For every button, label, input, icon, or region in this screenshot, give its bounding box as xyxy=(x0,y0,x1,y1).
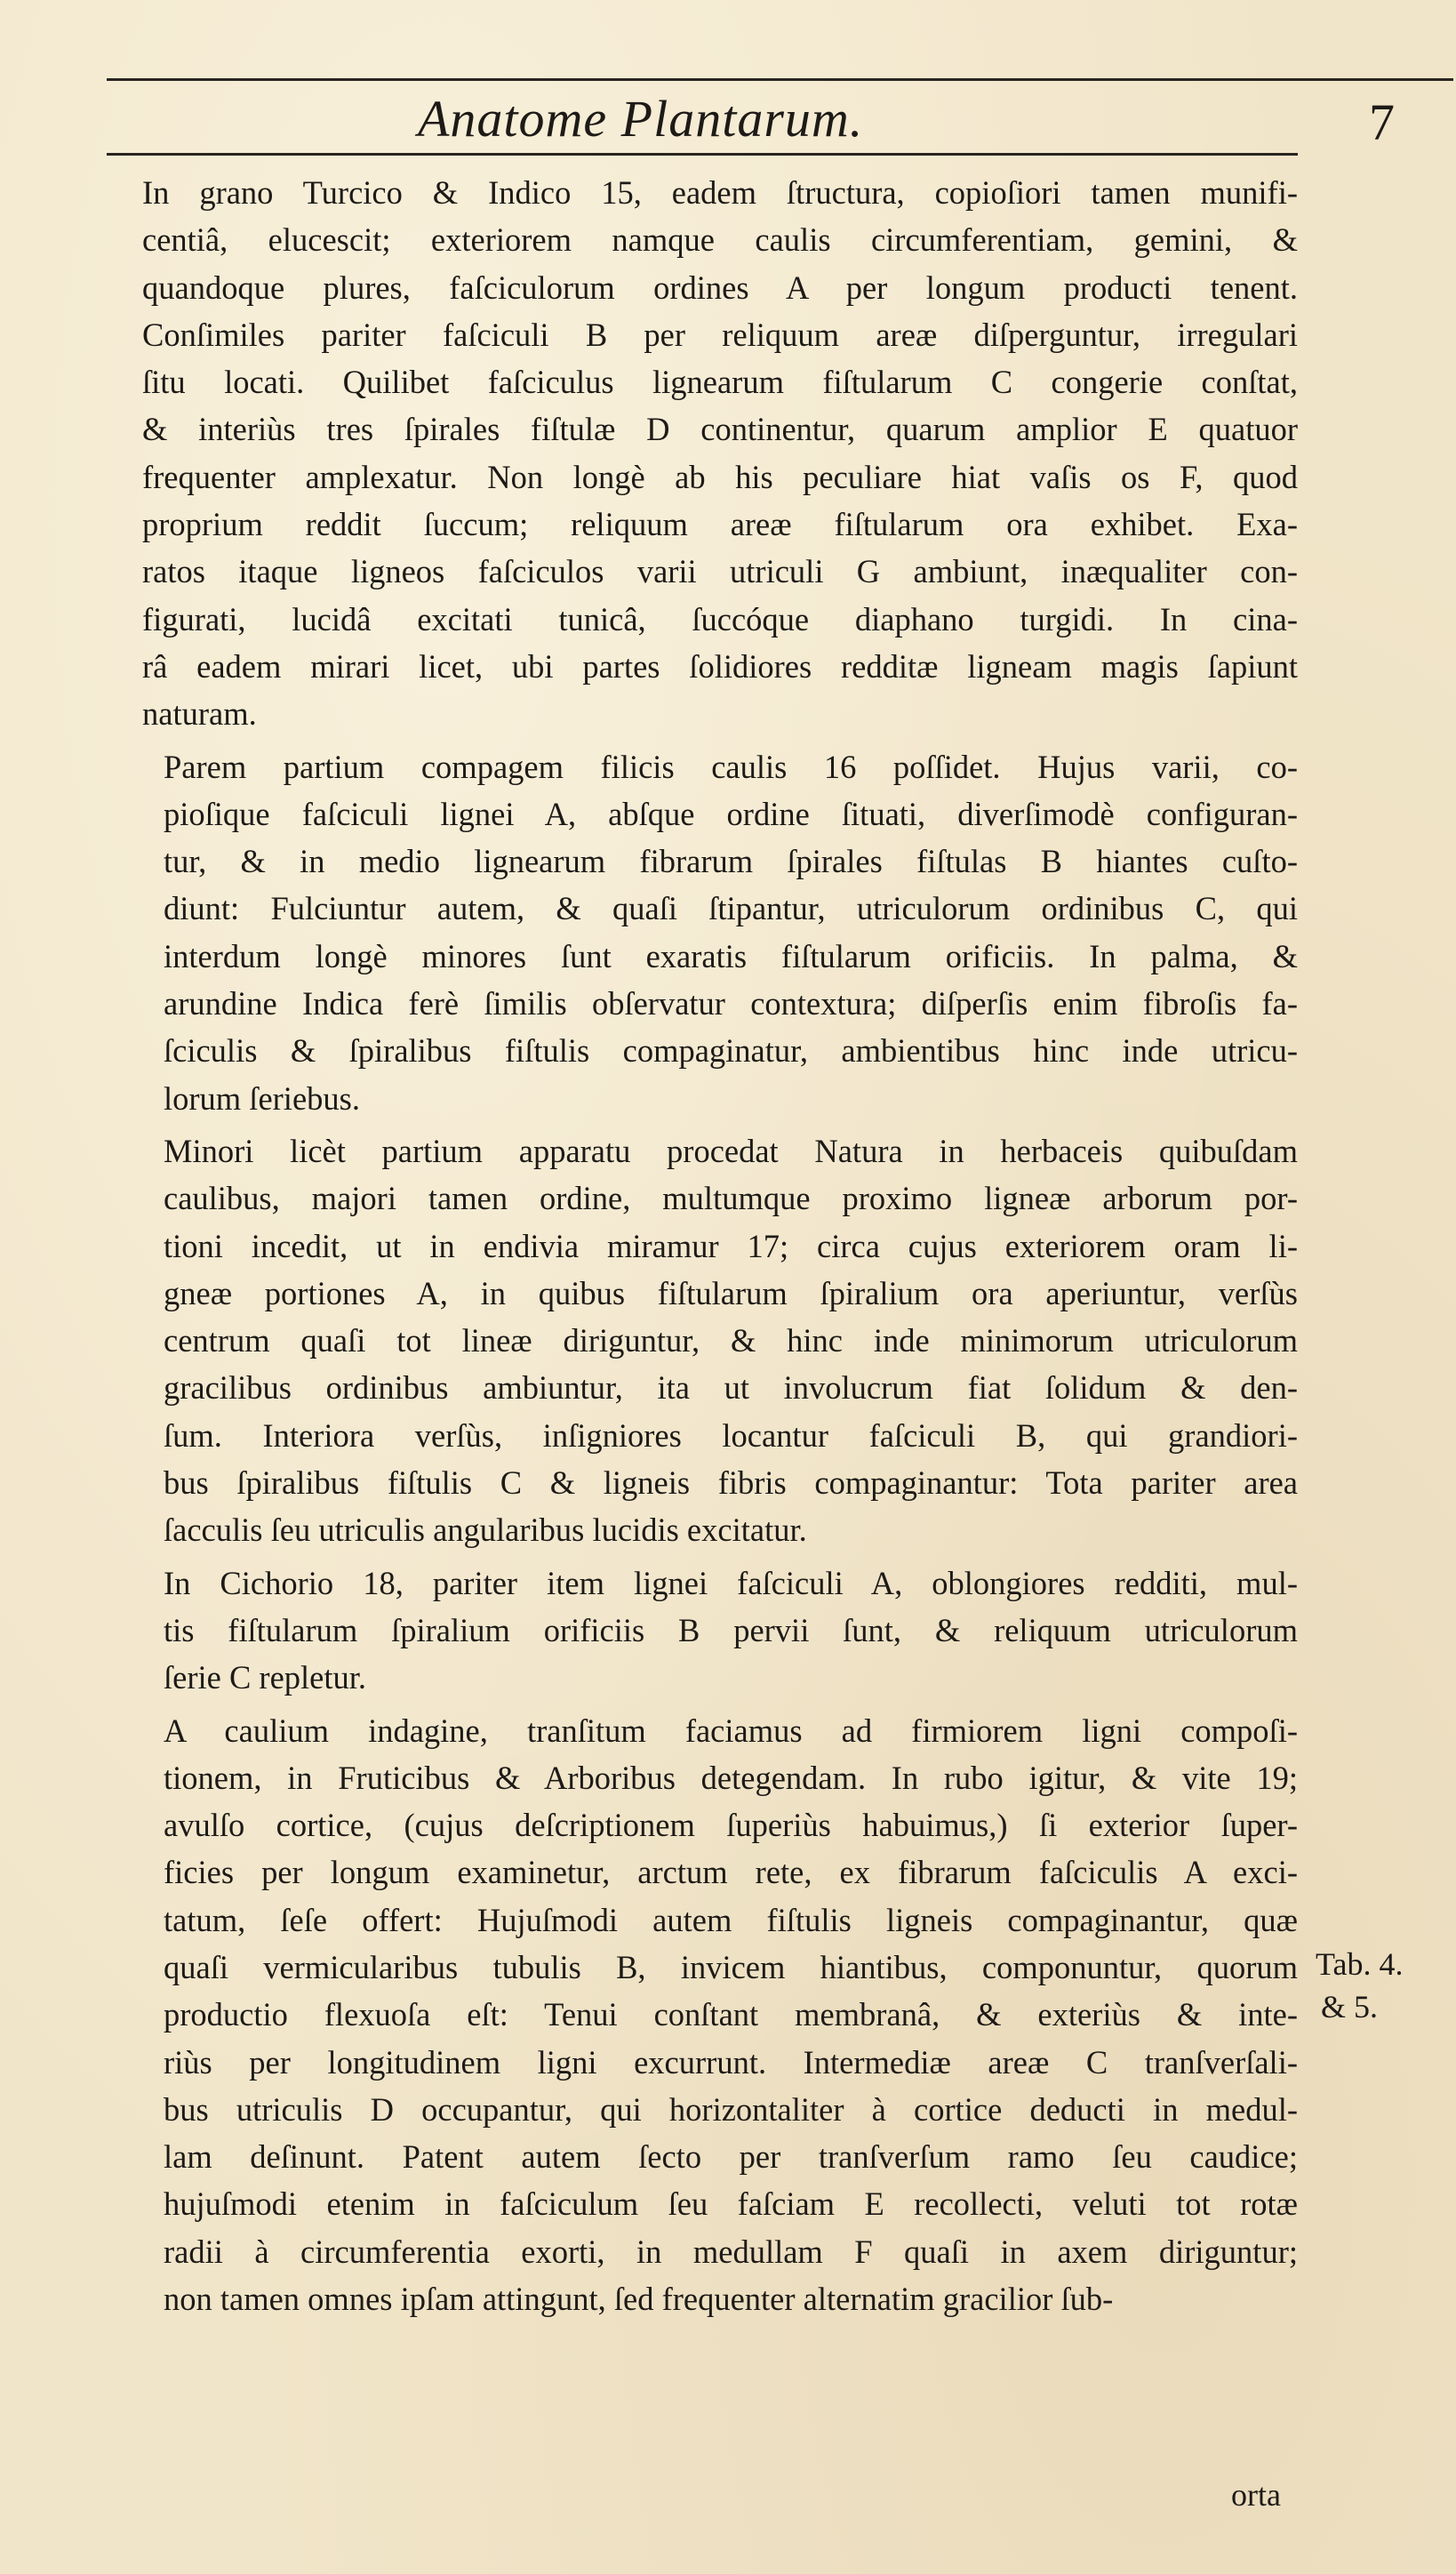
text-line: lam deſinunt. Patent autem ſecto per tranſverſum ramo ſeu caudice; xyxy=(164,2138,1298,2176)
text-line: tioni incedit, ut in endivia miramur 17; circa cujus exteriorem oram li- xyxy=(164,1227,1298,1264)
paragraph xyxy=(142,1560,1298,1702)
text-line: bus utriculis D occupantur, qui horizontaliter à cortice deducti in medul- xyxy=(164,2090,1298,2128)
text-line: Conſimiles pariter faſciculi B per reliquum areæ diſperguntur, irregulari xyxy=(142,316,1298,353)
text-line: quandoque plures, faſciculorum ordines A per longum producti tenent. xyxy=(142,269,1298,306)
text-line: In grano Turcico & Indico 15, eadem ſtructura, copioſiori tamen munifi- xyxy=(142,174,1298,211)
text-line: lorum ſeriebus. xyxy=(164,1079,360,1117)
text-line: avulſo cortice, (cujus deſcriptionem ſuperiùs habuimus,) ſi exterior ſuper- xyxy=(164,1807,1298,1844)
text-line: ſerie C repletur. xyxy=(164,1659,367,1696)
paragraph xyxy=(142,1127,1298,1554)
text-line: figurati, lucidâ excitati tunicâ, ſuccóque diaphano turgidi. In cina- xyxy=(142,600,1298,637)
running-head: Anatome Plantarum. xyxy=(418,90,864,148)
text-line: ratos itaque ligneos faſciculos varii utriculi G ambiunt, inæqualiter con- xyxy=(142,553,1298,590)
text-line: ſum. Interiora verſùs, inſigniores locantur faſciculi B, qui grandiori- xyxy=(164,1416,1298,1454)
head-rule xyxy=(107,153,1298,156)
margin-note-line: & 5. xyxy=(1321,1989,1379,2025)
text-line: hujuſmodi etenim in faſciculum ſeu faſciam E recollecti, veluti tot rotæ xyxy=(164,2185,1298,2223)
top-rule xyxy=(107,78,1453,81)
paragraph xyxy=(142,169,1298,738)
text-line: ſitu locati. Quilibet faſciculus lignearum fiſtularum C congerie conſtat, xyxy=(142,364,1298,401)
text-line: & interiùs tres ſpirales fiſtulæ D continentur, quarum amplior E quatuor xyxy=(142,411,1298,448)
text-line: In Cichorio 18, pariter item lignei faſciculi A, oblongiores redditi, mul- xyxy=(164,1564,1298,1601)
text-line: caulibus, majori tamen ordine, multumque proximo ligneæ arborum por- xyxy=(164,1180,1298,1217)
text-line: ſacculis ſeu utriculis angularibus lucidis excitatur. xyxy=(164,1512,807,1549)
text-line: tis fiſtularum ſpiralium orificiis B pervii ſunt, & reliquum utriculorum xyxy=(164,1611,1298,1648)
paragraph xyxy=(142,1707,1298,2323)
paragraph xyxy=(142,743,1298,1122)
text-line: râ eadem mirari licet, ubi partes ſolidiores redditæ ligneam magis ſapiunt xyxy=(142,647,1298,685)
text-line: pioſique faſciculi lignei A, abſque ordine ſituati, diverſimodè configuran- xyxy=(164,795,1298,832)
text-line: ſciculis & ſpiralibus fiſtulis compaginatur, ambientibus hinc inde utricu- xyxy=(164,1032,1298,1070)
text-line: tatum, ſeſe offert: Hujuſmodi autem fiſtulis ligneis compaginantur, quæ xyxy=(164,1901,1298,1938)
text-line: Parem partium compagem filicis caulis 16 poſſidet. Hujus varii, co- xyxy=(164,748,1298,785)
margin-note xyxy=(1316,1943,1403,2028)
text-line: quaſi vermicularibus tubulis B, invicem hiantibus, componuntur, quorum xyxy=(164,1948,1298,1985)
text-line: A caulium indagine, tranſitum faciamus ad firmiorem ligni compoſi- xyxy=(164,1712,1298,1749)
text-line: Minori licèt partium apparatu procedat Natura in herbaceis quibuſdam xyxy=(164,1132,1298,1169)
body-text xyxy=(142,169,1298,2328)
text-line: arundine Indica ferè ſimilis obſervatur contextura; diſperſis enim fibroſis fa- xyxy=(164,985,1298,1022)
page-number: 7 xyxy=(1369,93,1395,151)
text-line: radii à circumferentia exorti, in medullam F quaſi in axem diriguntur; xyxy=(164,2233,1298,2270)
text-line: proprium reddit ſuccum; reliquum areæ fiſtularum ora exhibet. Exa- xyxy=(142,506,1298,543)
catchword: orta xyxy=(1231,2477,1281,2513)
text-line: tionem, in Fruticibus & Arboribus detegendam. In rubo igitur, & vite 19; xyxy=(164,1759,1298,1796)
text-line: diunt: Fulciuntur autem, & quaſi ſtipantur, utriculorum ordinibus C, qui xyxy=(164,890,1298,927)
text-line: non tamen omnes ipſam attingunt, ſed frequenter alternatim gracilior ſub- xyxy=(164,2281,1114,2318)
text-line: gneæ portiones A, in quibus fiſtularum ſpiralium ora aperiuntur, verſùs xyxy=(164,1274,1298,1311)
text-line: centrum quaſi tot lineæ diriguntur, & hinc inde minimorum utriculorum xyxy=(164,1322,1298,1359)
text-line: naturam. xyxy=(142,695,257,733)
text-line: centiâ, elucescit; exteriorem namque caulis circumferentiam, gemini, & xyxy=(142,221,1298,259)
margin-note-line: Tab. 4. xyxy=(1316,1946,1404,1982)
text-line: gracilibus ordinibus ambiuntur, ita ut involucrum fiat ſolidum & den- xyxy=(164,1369,1298,1407)
text-line: productio flexuoſa eſt: Tenui conſtant membranâ, & exteriùs & inte- xyxy=(164,1996,1298,2033)
text-line: interdum longè minores ſunt exaratis fiſtularum orificiis. In palma, & xyxy=(164,937,1298,974)
text-line: frequenter amplexatur. Non longè ab his peculiare hiat vaſis os F, quod xyxy=(142,458,1298,495)
text-line: riùs per longitudinem ligni excurrunt. Intermediæ areæ C tranſverſali- xyxy=(164,2043,1298,2081)
text-line: ficies per longum examinetur, arctum rete, ex fibrarum faſciculis A exci- xyxy=(164,1854,1298,1891)
text-line: tur, & in medio lignearum fibrarum ſpirales fiſtulas B hiantes cuſto- xyxy=(164,843,1298,880)
text-line: bus ſpiralibus fiſtulis C & ligneis fibris compaginantur: Tota pariter area xyxy=(164,1464,1298,1502)
